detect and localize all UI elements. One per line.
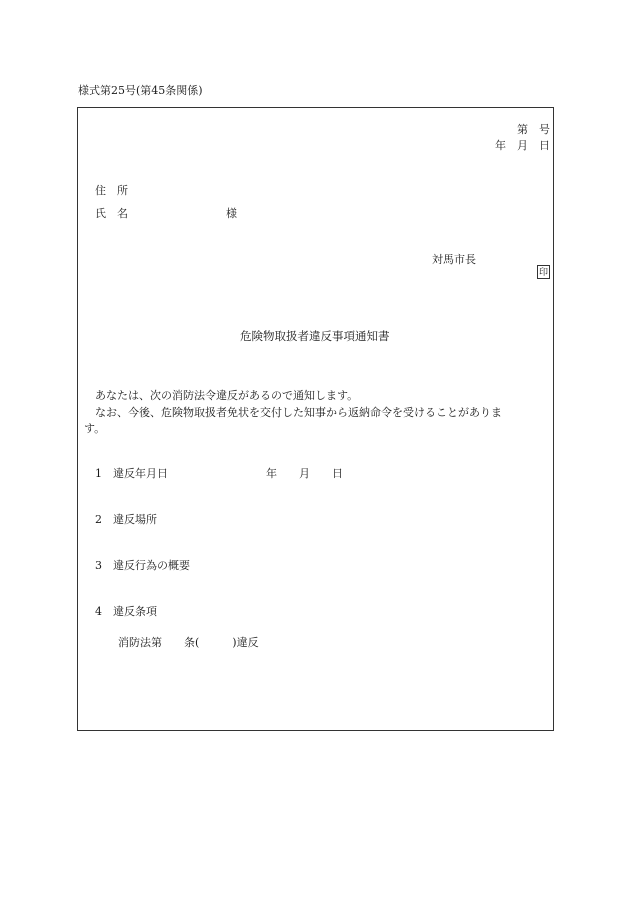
name-label: 氏 名 <box>95 207 128 220</box>
law-clause: 消防法第 条( )違反 <box>118 636 259 649</box>
document-title: 危険物取扱者違反事項通知書 <box>240 329 390 343</box>
body-text-line-2: なお、今後、危険物取扱者免状を交付した知事から返納命令を受けることがありま <box>95 406 502 419</box>
honorific: 様 <box>226 207 237 220</box>
item-violation-place-label: 2 違反場所 <box>95 513 157 526</box>
address-label: 住 所 <box>95 184 128 197</box>
item-violation-date-value: 年 月 日 <box>266 467 343 480</box>
issue-date: 年 月 日 <box>495 139 550 152</box>
item-violation-clause-label: 4 違反条項 <box>95 605 157 618</box>
body-text-line-3: す。 <box>84 422 106 435</box>
item-violation-summary-label: 3 違反行為の概要 <box>95 559 190 572</box>
item-violation-date-label: 1 違反年月日 <box>95 467 168 480</box>
seal-icon: 印 <box>537 265 550 279</box>
issuer-title: 対馬市長 <box>432 253 476 266</box>
reference-number: 第 号 <box>517 123 550 136</box>
body-text-line-1: あなたは、次の消防法令違反があるので通知します。 <box>95 389 359 402</box>
form-number-label: 様式第25号(第45条関係) <box>78 84 203 97</box>
